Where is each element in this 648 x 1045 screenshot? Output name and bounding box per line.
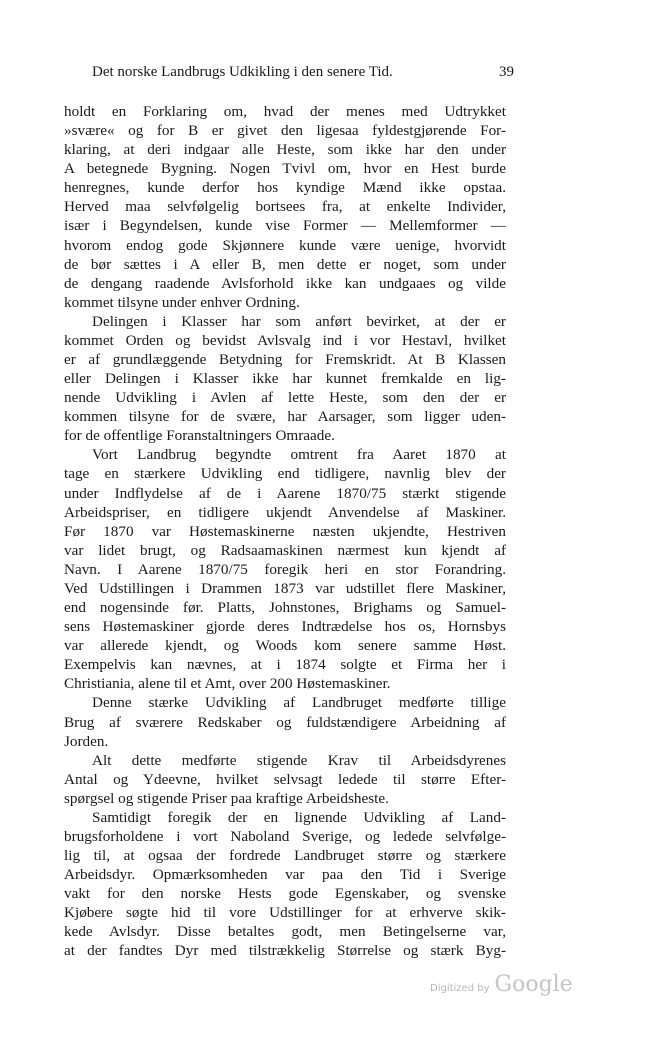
digitized-by-google-watermark (430, 972, 573, 997)
text-line: Jorden. (64, 732, 109, 750)
text-line: især i Begyndelsen, kunde vise Former — Mellemformer — (64, 217, 506, 235)
text-line: Delingen i Klasser har som anført bevirket, at der er (92, 312, 506, 330)
text-line: lig til, at ogsaa der fordrede Landbruget større og stærkere (64, 847, 506, 865)
text-line: var lidet brugt, og Radsaamaskinen nærmest kun kjendt af (64, 541, 506, 559)
text-line: kommet Orden og bevidst Avlsvalg ind i vor Hestavl, hvilket (64, 331, 506, 349)
text-line: brugsforholdene i vort Naboland Sverige, og ledede selvfølge- (64, 827, 506, 845)
text-line: spørgsel og stigende Priser paa kraftige Arbeidsheste. (64, 789, 389, 807)
text-line: A betegnede Bygning. Nogen Tvivl om, hvor en Hest burde (64, 160, 506, 178)
text-line: Antal og Ydeevne, hvilket selvsagt ledede til større Efter- (64, 770, 506, 788)
text-line: Samtidigt foregik der en lignende Udvikling af Land- (92, 808, 506, 826)
text-line: Exempelvis kan nævnes, at i 1874 solgte et Firma her i (64, 656, 506, 674)
text-line: at der fandtes Dyr med tilstrækkelig Størrelse og stærk Byg- (64, 942, 506, 960)
text-line: holdt en Forklaring om, hvad der menes med Udtrykket (64, 103, 506, 120)
text-line: klaring, at deri indgaar alle Heste, som ikke har den under (64, 141, 506, 159)
text-line: vakt for den norske Hests gode Egenskaber, og svenske (64, 885, 506, 903)
text-line: Kjøbere søgte hid til vore Udstillinger for at erhverve skik- (64, 904, 506, 922)
text-line: de bør sættes i A eller B, men dette er noget, som under (64, 255, 506, 273)
digitized-by-label: Digitized by (430, 983, 490, 994)
google-logo: Google (494, 972, 573, 997)
text-line: hvorom endog gode Skjønnere kunde være uenige, hvorvidt (64, 236, 506, 254)
page-number: 39 (499, 64, 514, 80)
text-line: Navn. I Aarene 1870/75 foregik heri en stor Forandring. (64, 560, 506, 578)
text-line: kede Avlsdyr. Disse betaltes godt, men Betingelserne var, (64, 923, 506, 941)
text-line: Alt dette medførte stigende Krav til Arbeidsdyrenes (92, 751, 506, 769)
text-line: var allerede kjendt, og Woods kom senere samme Høst. (64, 637, 506, 655)
text-line: nende Udvikling i Avlen af lette Heste, som den der er (64, 389, 506, 407)
text-line: kommen tilsyne for de svære, har Aarsager, som ligger uden- (64, 408, 506, 426)
text-line: Christiania, alene til et Amt, over 200 Høstemaskiner. (64, 675, 391, 693)
text-line: Herved maa selvfølgelig bortsees fra, at enkelte Individer, (64, 198, 506, 216)
text-line: Ved Udstillingen i Drammen 1873 var udstillet flere Maskiner, (64, 579, 506, 597)
running-title: Det norske Landbrugs Udkikling i den senere Tid. (92, 64, 393, 80)
text-line: »svære« og for B er givet den ligesaa fyldestgjørende For- (64, 122, 506, 140)
body-text (64, 102, 506, 961)
text-line: end nogensinde før. Platts, Johnstones, Brighams og Samuel- (64, 599, 506, 617)
text-line: henregnes, kunde derfor hos kyndige Mænd ikke opstaa. (64, 179, 506, 197)
text-line: er af grundlæggende Betydning for Fremskridt. At B Klassen (64, 351, 506, 369)
text-line: Brug af sværere Redskaber og fuldstændigere Arbeidning af (64, 713, 506, 731)
text-line: kommet tilsyne under enhver Ordning. (64, 293, 300, 311)
text-line: for de offentlige Foranstaltningers Omraade. (64, 427, 335, 445)
text-line: Arbeidspriser, en tidligere ukjendt Anvendelse af Maskiner. (64, 503, 506, 521)
text-line: de dengang raadende Avlsforhold ikke kan undgaaes og vilde (64, 274, 506, 292)
text-line: Denne stærke Udvikling af Landbruget medførte tillige (92, 694, 506, 712)
text-line: sens Høstemaskiner gjorde deres Indtrædelse hos os, Hornsbys (64, 618, 506, 636)
text-line: Vort Landbrug begyndte omtrent fra Aaret 1870 at (92, 446, 506, 464)
text-line: under Indflydelse af de i Aarene 1870/75 stærkt stigende (64, 484, 506, 502)
text-line: eller Delingen i Klasser ikke har kunnet fremkalde en lig- (64, 370, 506, 388)
text-line: tage en stærkere Udvikling end tidligere, navnlig blev der (64, 465, 506, 483)
text-line: Arbeidsdyr. Opmærksomheden var paa den Tid i Sverige (64, 866, 506, 884)
text-line: Før 1870 var Høstemaskinerne næsten ukjendte, Hestriven (64, 522, 506, 540)
